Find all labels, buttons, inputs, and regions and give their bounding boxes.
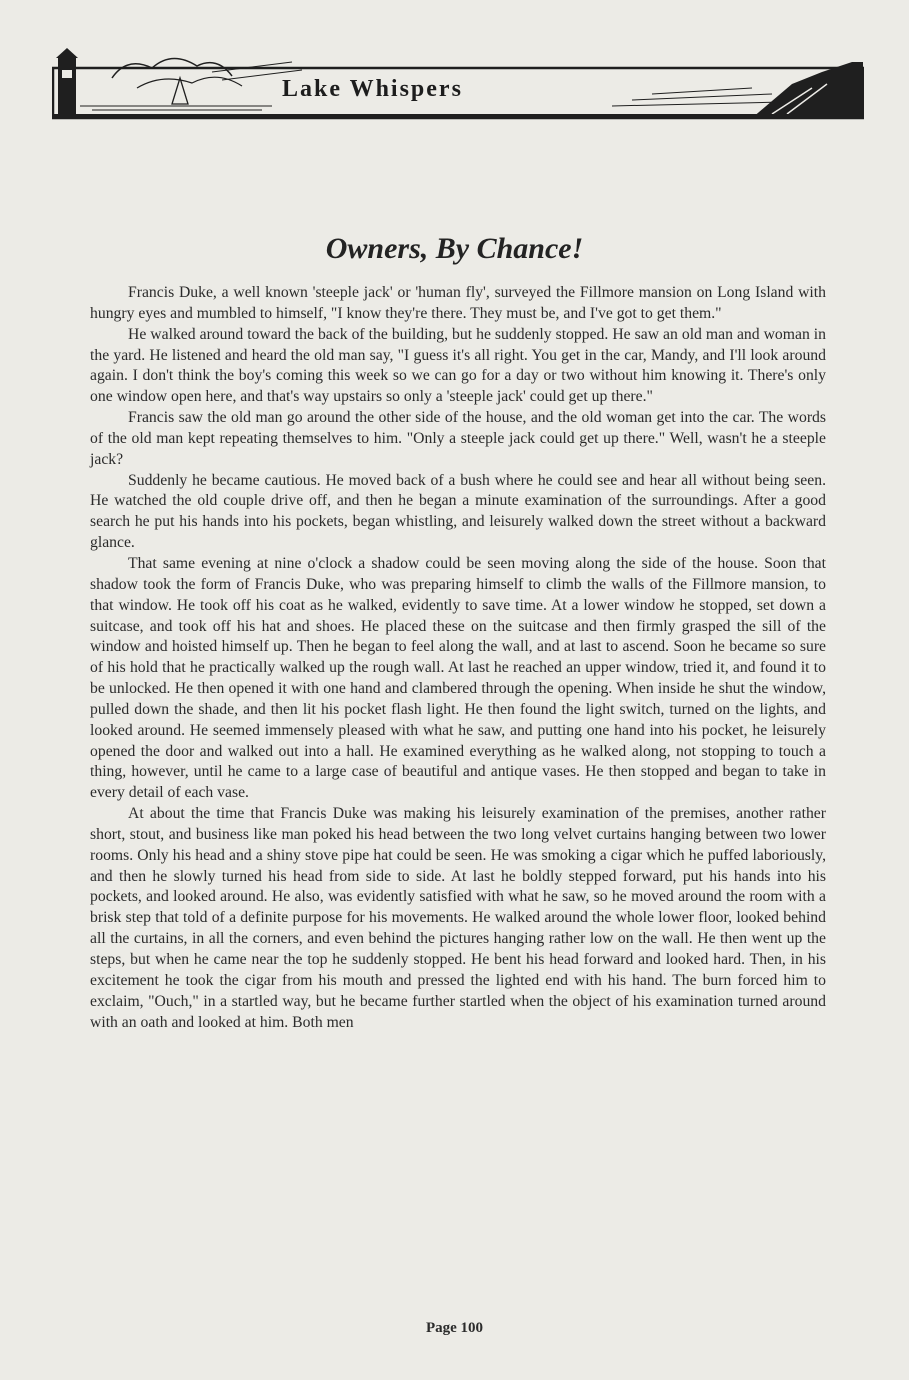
story-body	[90, 283, 826, 1033]
paragraph: At about the time that Francis Duke was making his leisurely examination of the premises, another rather short, stout, and business like man poked his head between the two long velvet curtains hanging between two lower rooms. Only his head and a shiny stove pipe hat could be seen. He was smoking a cigar which he puffed laboriously, and then he slowly turned his head from side to side. At last he boldly stepped forward, put his hands into his pockets, and looked around. He also, was evidently satisfied with what he saw, so he moved around the room with a brisk step that told of a definite purpose for his movements. He walked around the whole lower floor, looked behind all the curtains, in all the corners, and even behind the pictures hanging rather low on the wall. He then went up the steps, but when he came near the top he suddenly stopped. He bent his head forward and looked hard. Then, in his excitement he took the cigar from his mouth and pressed the lighted end with his hand. The burn forced him to exclaim, "Ouch," in a startled way, but he became further startled when the object of his examination turned around with an oath and looked at him. Both men	[90, 805, 826, 1031]
story-title: Owners, By Chance!	[325, 232, 584, 266]
banner-title: Lake Whispers	[278, 74, 467, 104]
page-number: Page 100	[425, 1320, 484, 1336]
paragraph: Francis Duke, a well known 'steeple jack' or 'human fly', surveyed the Fillmore mansion on Long Island with hungry eyes and mumbled to himself, "I know they're there. They must be, and I've got to get them."	[90, 284, 826, 322]
paragraph: He walked around toward the back of the building, but he suddenly stopped. He saw an old man and woman in the yard. He listened and heard the old man say, "I guess it's all right. You get in the car, Mandy, and I'll look around again. I don't think the boy's coming this week so we can go for a day or two without him knowing it. There's only one window open here, and that's way upstairs so only a 'steeple jack' could get up there."	[90, 325, 826, 406]
paragraph: Francis saw the old man go around the other side of the house, and the old woman get into the car. The words of the old man kept repeating themselves to him. "Only a steeple jack could get up there." Well, wasn't he a steeple jack?	[90, 409, 826, 468]
paragraph: That same evening at nine o'clock a shadow could be seen moving along the side of the house. Soon that shadow took the form of Francis Duke, who was preparing himself to climb the walls of the Fillmore mansion, to that window. He took off his coat as he walked, evidently to save time. At a lower window he stopped, set down a suitcase, and took off his hat and shoes. He placed these on the suitcase and then firmly grasped the sill of the window and hoisted himself up. Then he began to feel along the wall, and at last to ascend. Soon he became so sure of his hold that he practically walked up the rough wall. At last he reached an upper window, tried it, and found it to be unlocked. He then opened it with one hand and clambered through the opening. When inside he shut the window, pulled down the shade, and then lit his pocket flash light. He then found the light switch, turned on the lights, and looked around. He seemed immensely pleased with what he saw, and putting one hand into his pocket, he leisurely opened the door and walked out into a hall. He examined everything as he walked along, not stopping to touch a thing, however, until he came to a large case of beautiful and antique vases. He then stopped and began to take in every detail of each vase.	[90, 554, 826, 802]
paragraph: Suddenly he became cautious. He moved back of a bush where he could see and hear all without being seen. He watched the old couple drive off, and then he began a minute examination of the surroundings. After a good search he put his hands into his pockets, began whistling, and leisurely walked down the street without a backward glance.	[90, 471, 826, 552]
